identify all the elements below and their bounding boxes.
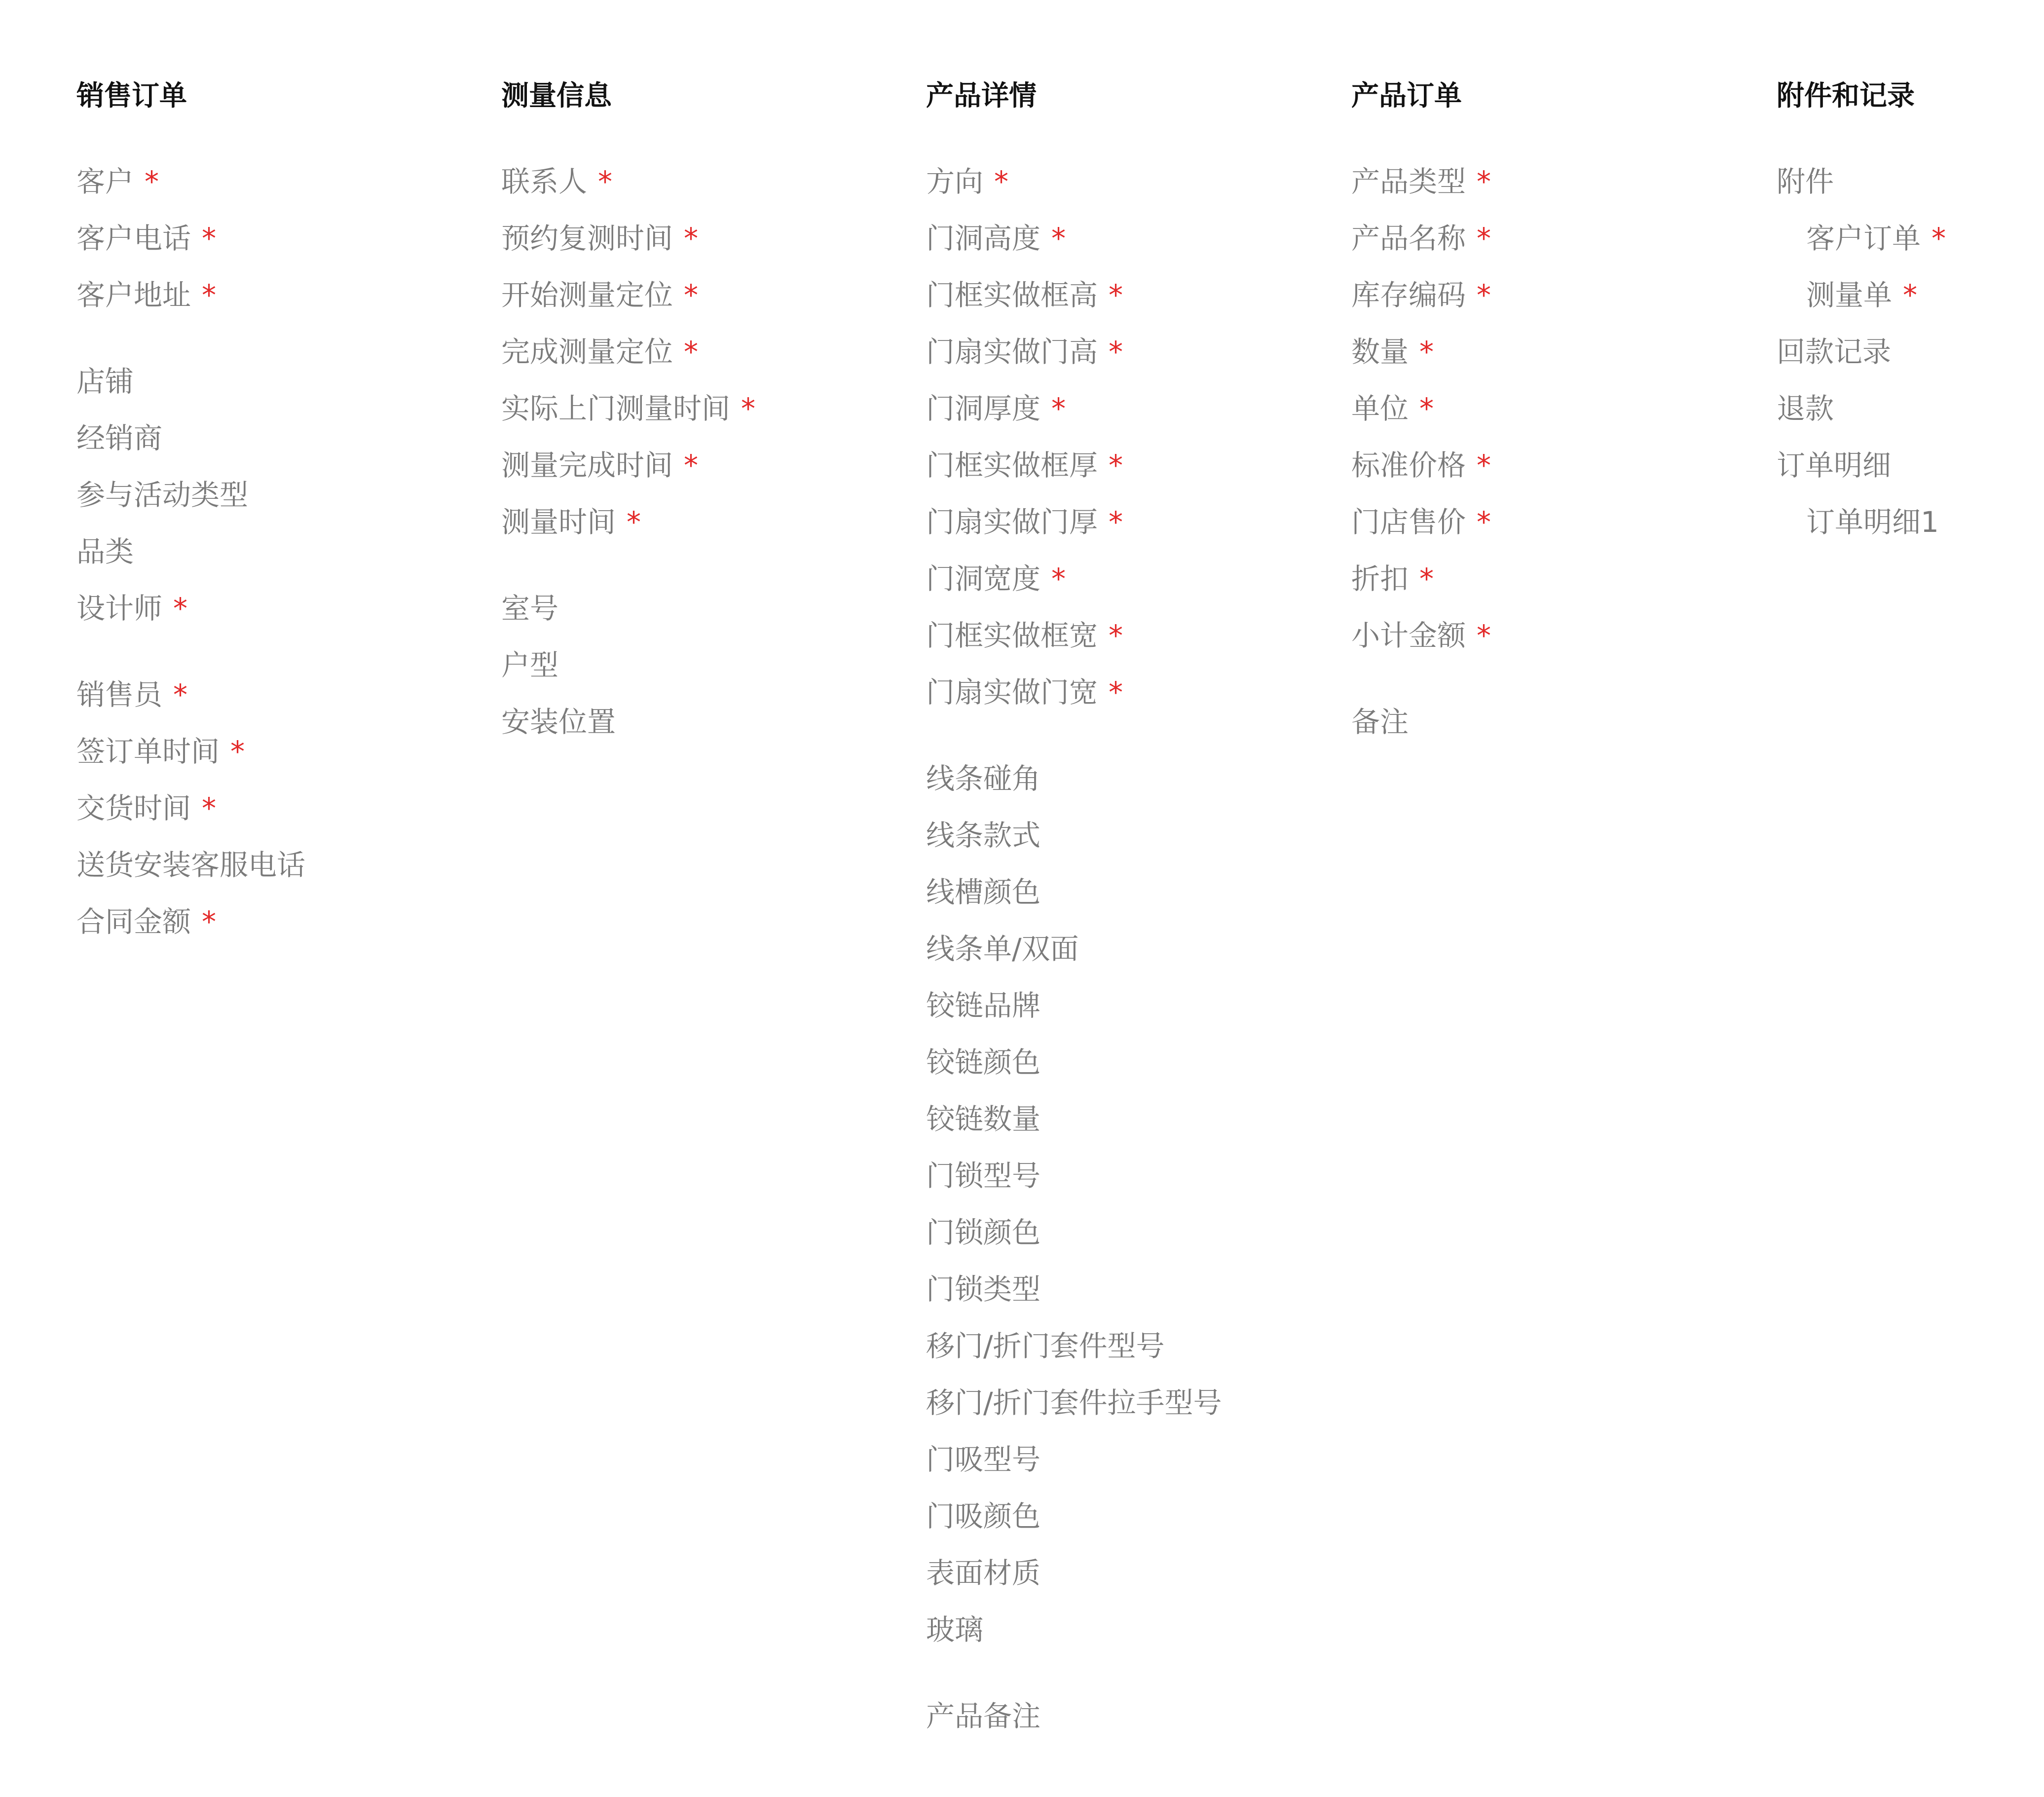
required-mark <box>1419 562 1434 596</box>
field-label: 安装位置 <box>501 705 616 739</box>
field-label: 测量单* <box>1806 275 1917 315</box>
required-mark <box>1477 165 1491 198</box>
required-mark <box>1419 335 1434 369</box>
field-label: 门洞厚度* <box>926 389 1066 428</box>
field-label: 小计金额* <box>1351 616 1491 655</box>
required-mark <box>145 165 159 198</box>
field-label: 完成测量定位* <box>501 332 698 372</box>
field-label: 线槽颜色 <box>926 875 1041 909</box>
field-label: 移门/折门套件型号 <box>926 1329 1165 1363</box>
field-label: 订单明细 <box>1777 449 1892 482</box>
field-label: 线条碰角 <box>926 762 1041 795</box>
field-label: 开始测量定位* <box>501 275 698 315</box>
required-mark <box>173 678 187 711</box>
required-mark <box>1051 562 1066 596</box>
field-label: 标准价格* <box>1351 446 1491 485</box>
field-label: 实际上门测量时间* <box>501 389 755 428</box>
field-label: 合同金额* <box>76 902 216 941</box>
field-label: 参与活动类型 <box>76 478 249 512</box>
field-label: 户型 <box>501 648 559 682</box>
required-mark <box>741 392 755 425</box>
required-mark <box>1477 619 1491 652</box>
required-mark <box>1477 222 1491 255</box>
field-label: 门吸颜色 <box>926 1499 1041 1533</box>
field-label: 表面材质 <box>926 1556 1041 1590</box>
required-mark <box>684 278 698 312</box>
field-label: 回款记录 <box>1777 335 1892 369</box>
field-label: 备注 <box>1351 705 1409 739</box>
field-label: 门吸型号 <box>926 1443 1041 1476</box>
field-label: 联系人* <box>501 162 612 201</box>
field-label: 品类 <box>76 535 134 568</box>
field-label: 门洞高度* <box>926 219 1066 258</box>
field-label: 门洞宽度* <box>926 559 1066 599</box>
field-label: 测量时间* <box>501 502 641 542</box>
field-label: 门扇实做门高* <box>926 332 1123 372</box>
field-label: 门框实做框厚* <box>926 446 1123 485</box>
field-label: 销售员* <box>76 675 187 714</box>
field-label: 数量* <box>1351 332 1434 372</box>
field-label: 方向* <box>926 162 1008 201</box>
required-mark <box>202 278 216 312</box>
column-title: 测量信息 <box>501 80 612 112</box>
field-label: 铰链品牌 <box>926 989 1041 1022</box>
field-label: 产品类型* <box>1351 162 1491 201</box>
field-label: 预约复测时间* <box>501 219 698 258</box>
field-label: 店铺 <box>76 365 134 398</box>
required-mark <box>684 222 698 255</box>
field-label: 铰链颜色 <box>926 1046 1041 1079</box>
field-label: 门框实做框宽* <box>926 616 1123 655</box>
field-label: 库存编码* <box>1351 275 1491 315</box>
required-mark <box>1477 449 1491 482</box>
required-mark <box>202 791 216 825</box>
field-label: 门扇实做门厚* <box>926 502 1123 542</box>
required-mark <box>1109 278 1123 312</box>
field-label: 客户订单* <box>1806 219 1946 258</box>
required-mark <box>1109 449 1123 482</box>
field-label: 移门/折门套件拉手型号 <box>926 1386 1222 1420</box>
required-mark <box>173 592 187 625</box>
field-label: 签订单时间* <box>76 732 245 771</box>
required-mark <box>1477 278 1491 312</box>
required-mark <box>627 505 641 539</box>
field-label: 线条款式 <box>926 819 1041 852</box>
required-mark <box>1109 335 1123 369</box>
required-mark <box>684 335 698 369</box>
field-label: 门扇实做门宽* <box>926 673 1123 712</box>
required-mark <box>684 449 698 482</box>
column-title: 附件和记录 <box>1777 80 1915 112</box>
required-mark <box>1051 392 1066 425</box>
required-mark <box>1419 392 1434 425</box>
field-label: 经销商 <box>76 421 163 455</box>
required-mark <box>598 165 612 198</box>
field-label: 订单明细1 <box>1806 505 1939 539</box>
field-label: 门锁颜色 <box>926 1216 1041 1249</box>
field-label: 线条单/双面 <box>926 932 1079 966</box>
field-label: 门锁型号 <box>926 1159 1041 1193</box>
field-label: 附件 <box>1777 165 1834 198</box>
field-label: 产品备注 <box>926 1699 1041 1733</box>
field-label: 产品名称* <box>1351 219 1491 258</box>
field-label: 测量完成时间* <box>501 446 698 485</box>
field-label: 客户* <box>76 162 159 201</box>
column-title: 销售订单 <box>76 80 187 112</box>
field-label: 室号 <box>501 592 559 625</box>
required-mark <box>1932 222 1946 255</box>
field-label: 单位* <box>1351 389 1434 428</box>
field-label: 折扣* <box>1351 559 1434 599</box>
required-mark <box>1109 675 1123 709</box>
field-label: 门锁类型 <box>926 1273 1041 1306</box>
field-label: 退款 <box>1777 392 1834 425</box>
required-mark <box>202 905 216 938</box>
required-mark <box>1477 505 1491 539</box>
required-mark <box>202 222 216 255</box>
required-mark <box>994 165 1008 198</box>
field-label: 交货时间* <box>76 788 216 828</box>
required-mark <box>230 735 245 768</box>
field-label: 客户电话* <box>76 219 216 258</box>
field-label: 玻璃 <box>926 1613 984 1647</box>
field-label: 客户地址* <box>76 275 216 315</box>
required-mark <box>1903 278 1917 312</box>
column-title: 产品订单 <box>1351 80 1462 112</box>
field-label: 门框实做框高* <box>926 275 1123 315</box>
field-label: 设计师* <box>76 589 187 628</box>
required-mark <box>1109 505 1123 539</box>
field-label: 铰链数量 <box>926 1102 1041 1136</box>
field-label: 门店售价* <box>1351 502 1491 542</box>
required-mark <box>1109 619 1123 652</box>
column-title: 产品详情 <box>926 80 1037 112</box>
field-label: 送货安装客服电话 <box>76 848 306 882</box>
required-mark <box>1051 222 1066 255</box>
